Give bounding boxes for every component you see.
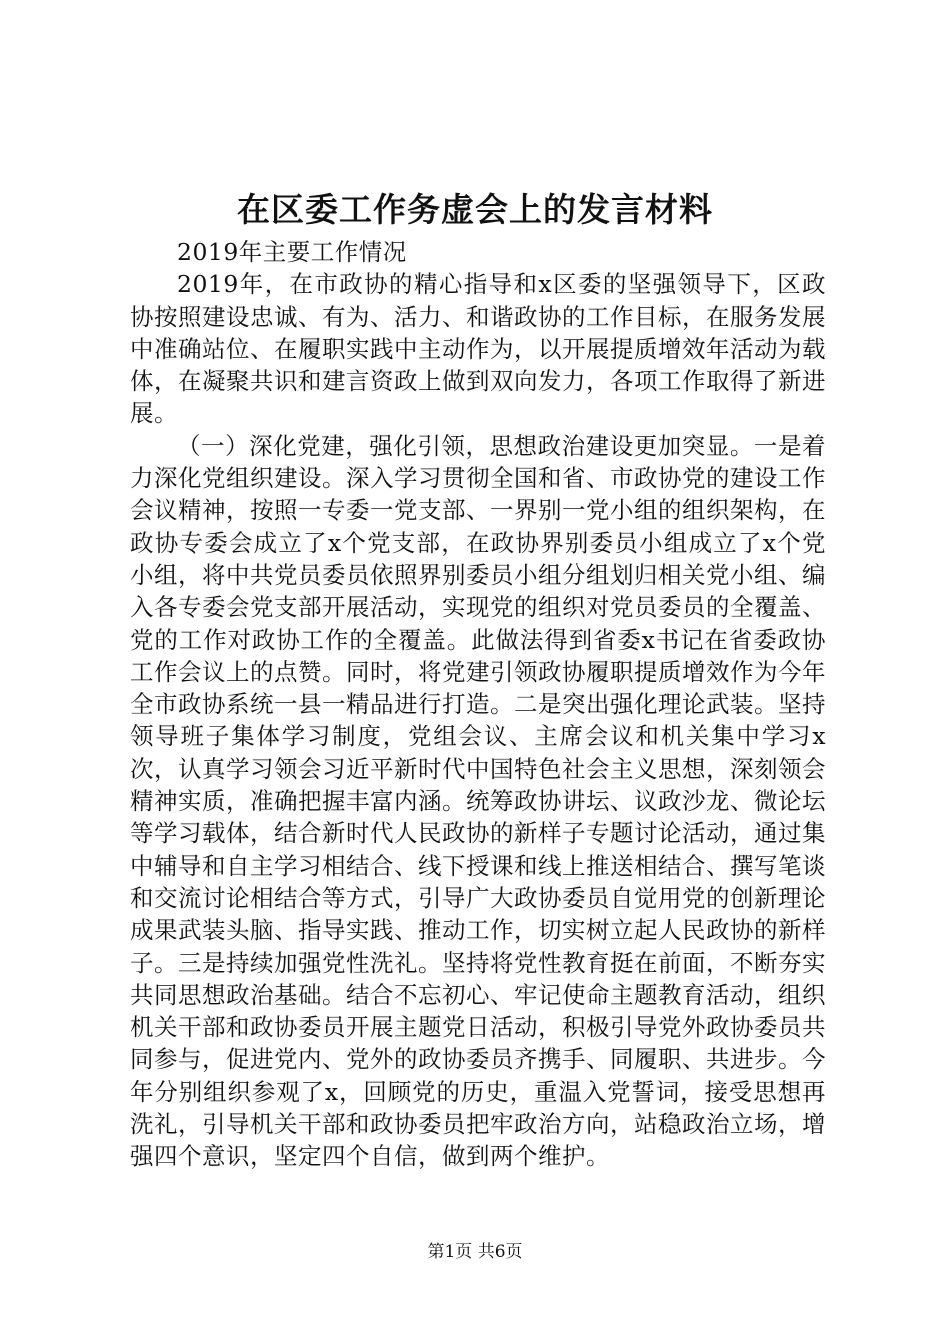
section-heading: 2019年主要工作情况 [177, 238, 407, 266]
document-body [130, 236, 826, 1173]
body-paragraph: （一）深化党建，强化引领，思想政治建设更加突显。一是着力深化党组织建设。深入学习贯彻全国和省、市政协党的建设工作会议精神，按照一专委一党支部、一界别一党小组的组织架构，在政协专委会成立了x个党支部，在政协界别委员小组成立了x个党小组，将中共党员委员依照界别委员小组分组划归相关党小组、编入各专委会党支部开展活动，实现党的组织对党员委员的全覆盖、党的工作对政协工作的全覆盖。此做法得到省委x书记在省委政协工作会议上的点赞。同时，将党建引领政协履职提质增效作为今年全市政协系统一县一精品进行打造。二是突出强化理论武装。坚持领导班子集体学习制度，党组会议、主席会议和机关集中学习x次，认真学习领会习近平新时代中国特色社会主义思想，深刻领会精神实质，准确把握丰富内涵。统筹政协讲坛、议政沙龙、微论坛等学习载体，结合新时代人民政协的新样子专题讨论活动，通过集中辅导和自主学习相结合、线下授课和线上推送相结合、撰写笔谈和交流讨论相结合等方式，引导广大政协委员自觉用党的创新理论成果武装头脑、指导实践、推动工作，切实树立起人民政协的新样子。三是持续加强党性洗礼。坚持将党性教育挺在前面，不断夯实共同思想政治基础。结合不忘初心、牢记使命主题教育活动，组织机关干部和政协委员开展主题党日活动，积极引导党外政协委员共同参与，促进党内、党外的政协委员齐携手、同履职、共进步。今年分别组织参观了x，回顾党的历史，重温入党誓词，接受思想再洗礼，引导机关干部和政协委员把牢政治方向，站稳政治立场，增强四个意识，坚定四个自信，做到两个维护。 [130, 431, 826, 1171]
document-title: 在区委工作务虚会上的发言材料 [237, 190, 713, 229]
page-number-footer: 第1页 共6页 [427, 1242, 523, 1262]
body-paragraph: 2019年，在市政协的精心指导和x区委的坚强领导下，区政协按照建设忠诚、有为、活力、和谐政协的工作目标，在服务发展中准确站位、在履职实践中主动作为，以开展提质增效年活动为载体，在凝聚共识和建言资政上做到双向发力，各项工作取得了新进展。 [130, 270, 826, 428]
